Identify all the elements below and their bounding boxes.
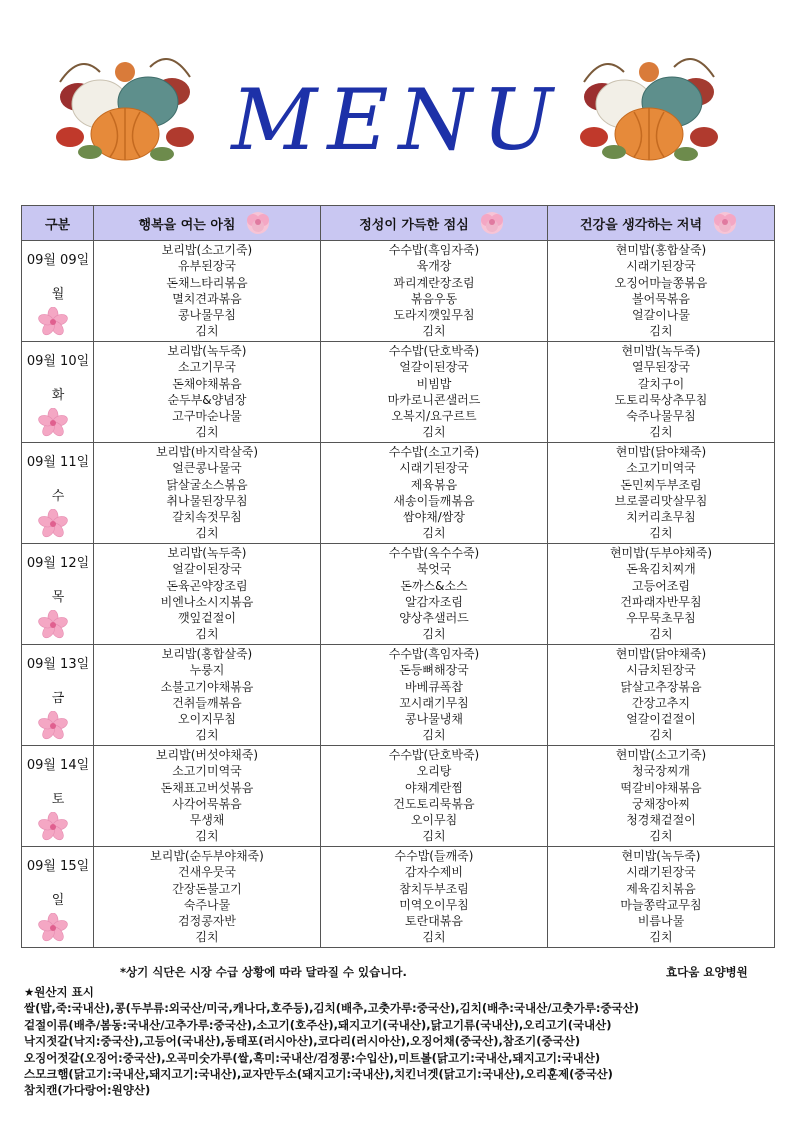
menu-item: 소고기무국: [178, 360, 236, 375]
menu-item: 얼갈이된장국: [399, 360, 469, 375]
menu-item: 얼큰콩나물국: [172, 461, 242, 476]
table-row: [22, 342, 775, 443]
menu-item: 돈육김치찌개: [626, 562, 696, 577]
menu-item: 소불고기야채볶음: [160, 679, 254, 694]
menu-item: 현미밥(홍합살죽): [615, 243, 707, 257]
menu-item: 콩나물무침: [178, 308, 236, 323]
menu-item: 비엔나소시지볶음: [160, 594, 254, 609]
breakfast-cell: [94, 342, 321, 443]
menu-item: 오징어마늘쫑볶음: [614, 275, 708, 290]
origin-line: 스모크햄(닭고기:국내산,돼지고기:국내산),교자만두소(돼지고기:국내산),치킨너겟(닭고기:국내산),오리훈제(중국산): [24, 1067, 613, 1082]
hospital-name: 효다움 요양병원: [666, 965, 748, 979]
menu-item: 우무묵초무침: [626, 611, 696, 626]
table-row: [22, 645, 775, 746]
day-cell: [22, 342, 94, 443]
day-cell: [22, 847, 94, 948]
sakura-icon: [38, 711, 68, 741]
menu-item: 현미밥(닭야채죽): [615, 647, 707, 661]
menu-item: 건도토리묵볶음: [393, 796, 475, 811]
menu-item: 새송이들깨볶음: [393, 493, 475, 508]
menu-item: 김치: [422, 526, 446, 541]
menu-item: 수수밥(흑임자죽): [388, 243, 480, 257]
menu-change-note: *상기 식단은 시장 수급 상황에 따라 달라질 수 있습니다.: [120, 965, 407, 979]
menu-item: 야채계란찜: [405, 780, 463, 795]
header-lunch-label: 정성이 가득한 점심: [359, 217, 469, 233]
origin-line: 쌀(밥,죽:국내산),콩(두부류:외국산/미국,캐나다,호주등),김치(배추,고춧가루:중국산),김치(배추:국내산/고춧가루:중국산): [24, 1001, 640, 1016]
menu-item: 현미밥(닭야채죽): [615, 445, 707, 459]
menu-item: 오복지/요구르트: [391, 409, 477, 424]
menu-item: 도토리묵상추무침: [614, 392, 708, 407]
menu-item: 돈채느타리볶음: [166, 275, 248, 290]
day-of-week: 수: [51, 489, 65, 504]
dinner-cell: [548, 443, 775, 544]
menu-item: 꼬시래기무침: [399, 695, 469, 710]
lunch-cell: [321, 746, 548, 847]
menu-item: 닭살고추장볶음: [620, 679, 702, 694]
menu-item: 간장돈불고기: [172, 881, 242, 896]
day-date: 09월 14일: [26, 758, 90, 773]
dinner-cell: [548, 342, 775, 443]
day-cell: [22, 746, 94, 847]
menu-item: 김치: [195, 425, 219, 440]
menu-item: 시래기된장국: [399, 461, 469, 476]
header-lunch: [321, 206, 548, 241]
menu-item: 브로콜리맛살무침: [614, 493, 708, 508]
menu-item: 제육볶음: [410, 477, 458, 492]
menu-item: 건파래자반무침: [620, 594, 702, 609]
menu-item: 소고기미역국: [172, 764, 242, 779]
menu-item: 돈채표고버섯볶음: [160, 780, 254, 795]
menu-item: 미역오이무침: [399, 897, 469, 912]
header-dinner-label: 건강을 생각하는 저녁: [579, 217, 703, 233]
menu-item: 보리밥(녹두죽): [167, 344, 247, 358]
day-cell: [22, 645, 94, 746]
menu-item: 육개장: [416, 259, 452, 274]
header-division: 구분: [22, 206, 94, 241]
table-header-row: [22, 206, 775, 241]
menu-item: 김치: [195, 829, 219, 844]
day-of-week: 월: [51, 287, 65, 302]
pumpkin-bouquet-icon: [50, 42, 200, 167]
menu-item: 청경채겉절이: [626, 813, 696, 828]
lunch-cell: [321, 645, 548, 746]
dinner-cell: [548, 645, 775, 746]
menu-item: 김치: [649, 829, 673, 844]
menu-item: 수수밥(소고기죽): [388, 445, 480, 459]
menu-item: 유부된장국: [178, 259, 236, 274]
day-of-week: 일: [51, 893, 65, 908]
menu-item: 시금치된장국: [626, 663, 696, 678]
menu-item: 건새우뭇국: [178, 865, 236, 880]
menu-item: 청국장찌개: [632, 764, 690, 779]
breakfast-cell: [94, 544, 321, 645]
menu-item: 현미밥(소고기죽): [615, 748, 707, 762]
menu-item: 고등어조림: [632, 578, 690, 593]
lunch-cell: [321, 847, 548, 948]
menu-item: 보리밥(홍합살죽): [161, 647, 253, 661]
day-of-week: 토: [51, 792, 65, 807]
menu-item: 김치: [195, 627, 219, 642]
menu-item: 고구마순나물: [172, 409, 242, 424]
menu-item: 수수밥(흑임자죽): [388, 647, 480, 661]
menu-item: 김치: [649, 728, 673, 743]
day-date: 09월 11일: [26, 455, 90, 470]
menu-item: 보리밥(바지락살죽): [155, 445, 259, 459]
menu-item: 검정콩자반: [178, 914, 236, 929]
day-cell: [22, 241, 94, 342]
menu-item: 간장고추지: [632, 695, 690, 710]
menu-item: 돈등뼈해장국: [399, 663, 469, 678]
day-of-week: 목: [51, 590, 65, 605]
page-title: MENU: [231, 71, 563, 169]
pumpkin-bouquet-icon: [574, 42, 724, 167]
menu-item: 건취들깨볶음: [172, 695, 242, 710]
menu-item: 숙주나물무침: [626, 409, 696, 424]
menu-item: 감자수제비: [405, 865, 463, 880]
menu-item: 쌈야채/쌈장: [402, 510, 465, 525]
breakfast-cell: [94, 443, 321, 544]
menu-item: 돈민찌두부조림: [620, 477, 702, 492]
menu-item: 도라지깻잎무침: [393, 308, 475, 323]
menu-item: 마늘쫑락교무침: [620, 897, 702, 912]
sakura-icon: [38, 307, 68, 337]
breakfast-cell: [94, 746, 321, 847]
lunch-cell: [321, 544, 548, 645]
menu-item: 볶음우동: [410, 291, 458, 306]
menu-item: 수수밥(단호박죽): [388, 344, 480, 358]
menu-item: 김치: [422, 728, 446, 743]
menu-item: 깻잎겉절이: [178, 611, 236, 626]
day-date: 09월 13일: [26, 657, 90, 672]
menu-item: 북엇국: [416, 562, 452, 577]
menu-item: 무생채: [189, 813, 225, 828]
menu-item: 누룽지: [189, 663, 225, 678]
dinner-cell: [548, 241, 775, 342]
menu-item: 오리탕: [416, 764, 452, 779]
menu-item: 콩나물냉채: [405, 712, 463, 727]
menu-item: 취나물된장무침: [166, 493, 248, 508]
sakura-icon: [38, 913, 68, 943]
dinner-cell: [548, 544, 775, 645]
menu-item: 김치: [649, 627, 673, 642]
origin-title: ★원산지 표시: [24, 985, 94, 999]
menu-item: 떡갈비야채볶음: [620, 780, 702, 795]
day-of-week: 화: [51, 388, 65, 403]
menu-item: 치커리초무침: [626, 510, 696, 525]
menu-item: 현미밥(두부야채죽): [609, 546, 713, 560]
menu-item: 토란대볶음: [405, 914, 463, 929]
table-row: [22, 746, 775, 847]
menu-item: 김치: [649, 930, 673, 945]
menu-item: 얼갈이된장국: [172, 562, 242, 577]
menu-item: 김치: [649, 526, 673, 541]
menu-item: 갈치구이: [637, 376, 685, 391]
menu-table: [21, 205, 775, 948]
menu-item: 보리밥(버섯야채죽): [155, 748, 259, 762]
menu-item: 갈치속젓무침: [172, 510, 242, 525]
menu-item: 닭살굴소스볶음: [166, 477, 248, 492]
table-row: [22, 443, 775, 544]
menu-item: 돈채야채볶음: [172, 376, 242, 391]
table-row: [22, 544, 775, 645]
day-of-week: 금: [51, 691, 65, 706]
header-breakfast-label: 행복을 여는 아침: [138, 217, 236, 233]
menu-item: 열무된장국: [632, 360, 690, 375]
day-date: 09월 12일: [26, 556, 90, 571]
menu-item: 비름나물: [637, 914, 685, 929]
lunch-cell: [321, 241, 548, 342]
menu-item: 볼어묵볶음: [632, 291, 690, 306]
menu-item: 알감자조림: [405, 594, 463, 609]
origin-line: 낙지젓갈(낙지:중국산),고등어(국내산),동태포(러시아산),코다리(러시아산),오징어채(중국산),참조기(중국산): [24, 1034, 581, 1049]
menu-item: 현미밥(녹두죽): [621, 849, 701, 863]
menu-item: 궁채장아찌: [632, 796, 690, 811]
menu-item: 보리밥(녹두죽): [167, 546, 247, 560]
breakfast-cell: [94, 847, 321, 948]
sakura-icon: [38, 509, 68, 539]
menu-item: 멸치견과볶음: [172, 291, 242, 306]
day-date: 09월 10일: [26, 354, 90, 369]
menu-item: 오이지무침: [178, 712, 236, 727]
menu-item: 수수밥(들깨죽): [394, 849, 474, 863]
menu-item: 김치: [649, 324, 673, 339]
day-cell: [22, 544, 94, 645]
header-breakfast: [94, 206, 321, 241]
lunch-cell: [321, 443, 548, 544]
menu-item: 돈까스&소스: [400, 578, 468, 593]
dinner-cell: [548, 847, 775, 948]
peony-icon: [475, 210, 509, 236]
menu-item: 김치: [195, 930, 219, 945]
menu-item: 현미밥(녹두죽): [621, 344, 701, 358]
page-header: [0, 0, 794, 200]
day-cell: [22, 443, 94, 544]
menu-item: 숙주나물: [183, 897, 231, 912]
menu-item: 김치: [422, 425, 446, 440]
menu-item: 비빔밥: [416, 376, 452, 391]
origin-line: 오징어젓갈(오징어:중국산),오곡미숫가루(쌀,흑미:국내산/검정콩:수입산),미트볼(닭고기:국내산,돼지고기:국내산): [24, 1050, 601, 1065]
menu-item: 얼갈이나물: [632, 308, 690, 323]
table-row: [22, 241, 775, 342]
menu-item: 오이무침: [410, 813, 458, 828]
breakfast-cell: [94, 241, 321, 342]
peony-icon: [708, 210, 742, 236]
menu-item: 제육김치볶음: [626, 881, 696, 896]
menu-item: 김치: [422, 829, 446, 844]
menu-item: 소고기미역국: [626, 461, 696, 476]
menu-item: 김치: [422, 627, 446, 642]
menu-item: 돈육곤약장조림: [166, 578, 248, 593]
origin-line: 참치캔(가다랑어:원양산): [24, 1083, 151, 1098]
menu-item: 참치두부조림: [399, 881, 469, 896]
table-row: [22, 847, 775, 948]
menu-item: 얼갈이겉절이: [626, 712, 696, 727]
menu-item: 시래기된장국: [626, 865, 696, 880]
menu-item: 김치: [195, 526, 219, 541]
menu-item: 김치: [422, 324, 446, 339]
menu-item: 김치: [195, 324, 219, 339]
menu-item: 시래기된장국: [626, 259, 696, 274]
menu-item: 꽈리계란장조림: [393, 275, 475, 290]
day-date: 09월 15일: [26, 859, 90, 874]
menu-item: 순두부&양념장: [167, 392, 247, 407]
dinner-cell: [548, 746, 775, 847]
menu-item: 바베큐폭찹: [405, 679, 463, 694]
origin-line: 겉절이류(배추/봄동:국내산/고추가루:중국산),소고기(호주산),돼지고기(국내산),닭고기류(국내산),오리고기(국내산): [24, 1017, 612, 1032]
menu-item: 수수밥(옥수수죽): [388, 546, 480, 560]
header-dinner: [548, 206, 775, 241]
lunch-cell: [321, 342, 548, 443]
menu-item: 수수밥(단호박죽): [388, 748, 480, 762]
menu-item: 김치: [422, 930, 446, 945]
menu-item: 김치: [195, 728, 219, 743]
day-date: 09월 09일: [26, 253, 90, 268]
sakura-icon: [38, 812, 68, 842]
origin-info: [24, 984, 784, 1099]
menu-item: 사각어묵볶음: [172, 796, 242, 811]
sakura-icon: [38, 408, 68, 438]
sakura-icon: [38, 610, 68, 640]
menu-item: 양상추샐러드: [399, 611, 469, 626]
menu-item: 보리밥(소고기죽): [161, 243, 253, 257]
menu-item: 마카로니콘샐러드: [387, 392, 481, 407]
peony-icon: [241, 210, 275, 236]
menu-item: 보리밥(순두부야채죽): [150, 849, 264, 863]
menu-item: 김치: [649, 425, 673, 440]
breakfast-cell: [94, 645, 321, 746]
